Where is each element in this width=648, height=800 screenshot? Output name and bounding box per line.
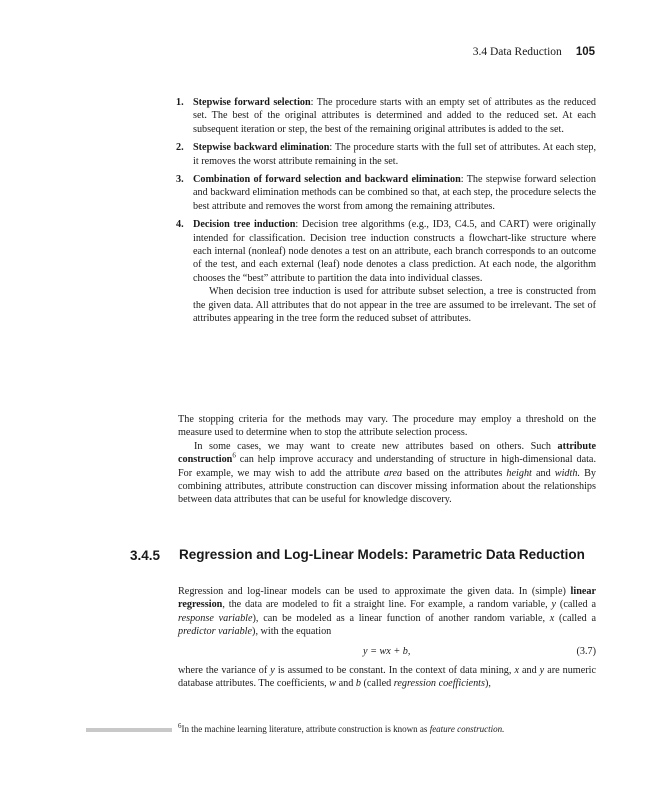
text-run: are numeric database attributes. The coefficients, [178, 665, 597, 690]
equation-number: (3.7) [576, 645, 596, 657]
term-attribute-construction: attribute construction [178, 440, 596, 466]
footnote-rule [86, 728, 172, 732]
var-b: b [355, 678, 361, 690]
running-header [473, 46, 595, 58]
text-run: , the data are modeled to fit a straight line. For example, a random variable, [222, 599, 552, 611]
var-x: x [514, 665, 519, 677]
var-y: y [539, 665, 545, 677]
footnote [178, 724, 598, 734]
emph-area: area [383, 467, 403, 479]
text-run: ), [484, 678, 491, 690]
item-term: Stepwise forward selection [193, 97, 311, 108]
term-linear-regression: linear regression [178, 586, 596, 611]
var-y: y [270, 665, 275, 677]
text-run: Regression and log-linear models can be used to approximate the given data. In (simple) [178, 586, 571, 597]
footnote-ref: 6 [232, 451, 236, 460]
paragraph [178, 664, 596, 691]
text-run: ), can be modeled as a linear function of another random variable, [252, 612, 550, 624]
list-item [176, 173, 596, 213]
paragraph [178, 585, 596, 639]
text-run: where the variance of [178, 665, 271, 677]
item-number: 1. [176, 97, 184, 108]
item-text: : Decision tree algorithms (e.g., ID3, C4.5, and CART) were originally intended for classification. Decision tree induction constructs a flowchart-like structure where each internal (nonleaf) node denotes a test on an attribute, each branch corresponds to an outcome of the test, and each external (leaf) node denotes a class prediction. At each node, the algorithm chooses the “best” attribute to partition the data into individual classes. [193, 219, 596, 284]
section-number: 3.4.5 [130, 548, 161, 563]
emph-height: height [506, 467, 532, 479]
footnote-text: In the machine learning literature, attribute construction is known as [181, 724, 430, 734]
text-run: In some cases, we may want to create new attributes based on others. Such [194, 440, 558, 452]
text-run: (called a [554, 612, 596, 624]
footnote-term: feature construction. [429, 724, 505, 734]
list-item [176, 141, 596, 168]
item-term: Stepwise backward elimination [193, 142, 330, 154]
item-text: : The stepwise forward selection and backward elimination methods can be combined so that, at each step, the procedure selects the best attribute and removes the worst from among the remaining attributes. [193, 174, 596, 212]
equation: y = wx + b, [363, 645, 411, 657]
text-run: based on the attributes [402, 467, 507, 479]
item-number: 2. [176, 142, 184, 154]
list-item [176, 96, 596, 136]
var-w: w [329, 678, 337, 690]
var-y: y [551, 599, 557, 611]
item-term: Decision tree induction [193, 219, 296, 231]
text-run: and [531, 467, 555, 479]
item-paragraph: When decision tree induction is used for attribute subset selection, a tree is constructed from the given data. All attributes that do not appear in the tree are assumed to be irrelevant. The set of attributes appearing in the tree form the reduced subset of attributes. [193, 286, 596, 325]
text-run: (called a [556, 599, 596, 611]
emph-response-variable: response variable [178, 612, 253, 624]
item-text: : The procedure starts with the full set of attributes. At each step, it removes the worst attribute remaining in the set. [193, 142, 597, 167]
item-number: 3. [176, 174, 184, 186]
emph-predictor-variable: predictor variable [178, 626, 253, 638]
text-run: can help improve accuracy and understanding of structure in high-dimensional data. For example, we may wish to add the attribute [178, 454, 596, 479]
text-run: and [336, 678, 356, 690]
text-run: (called [360, 678, 394, 690]
text-run: and [518, 665, 540, 677]
header-section: 3.4 Data Reduction [472, 46, 562, 58]
item-term: Combination of forward selection and backward elimination [193, 174, 461, 186]
equation-block [178, 645, 596, 658]
regression-text [178, 585, 596, 691]
item-text: : The procedure starts with an empty set of attributes as the reduced set. The best of the original attributes is determined and added to the reduced set. At each subsequent iteration or step, the best of the remaining original attributes is added to the set. [193, 97, 596, 135]
paragraph [178, 440, 596, 507]
body-text [178, 413, 596, 507]
text-run: By combining attributes, attribute construction can discover missing information about the relationships between data attributes that can be useful for knowledge discovery. [178, 467, 596, 506]
selection-methods-list [176, 96, 596, 331]
var-x: x [549, 612, 555, 624]
text-run: ), with the equation [252, 626, 332, 638]
item-number: 4. [176, 219, 184, 231]
page-number: 105 [575, 46, 595, 58]
text-run: is assumed to be constant. In the context of data mining, [274, 665, 515, 677]
list-item [176, 218, 596, 325]
emph-regression-coefficients: regression coefficients [393, 678, 485, 690]
emph-width: width. [554, 467, 580, 479]
section-title: Regression and Log-Linear Models: Parametric Data Reduction [179, 547, 585, 562]
footnote-marker: 6 [178, 722, 182, 730]
paragraph: The stopping criteria for the methods may vary. The procedure may employ a threshold on the measure used to determine when to stop the attribute selection process. [178, 414, 596, 439]
